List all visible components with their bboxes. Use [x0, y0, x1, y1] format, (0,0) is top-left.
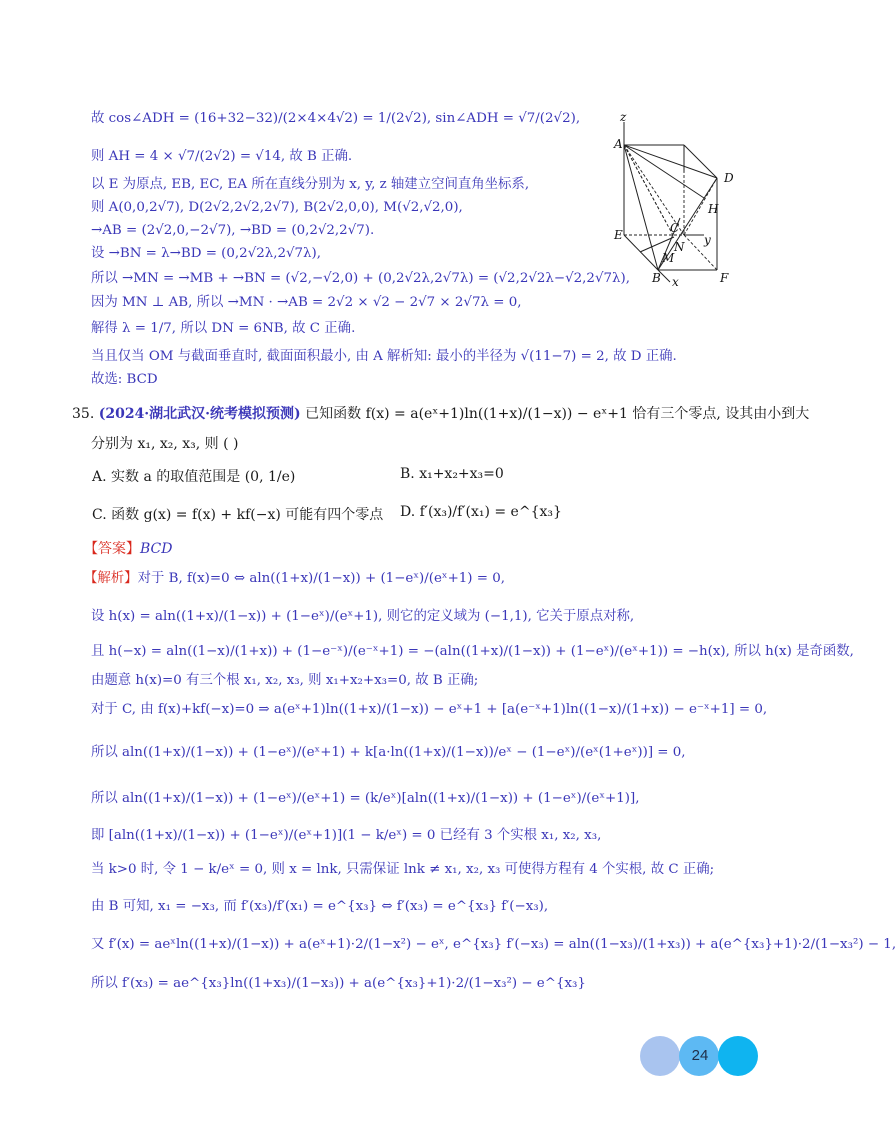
question-stem-line2: 分别为 x₁, x₂, x₃, 则 ( ) — [91, 436, 239, 452]
solution-line-points: 则 A(0,0,2√7), D(2√2,2√2,2√7), B(2√2,0,0), M(√2,√2,0), — [91, 200, 463, 215]
label-f: F — [720, 271, 729, 285]
analysis-line-5: 所以 aln((1+x)/(1−x)) + (1−eˣ)/(eˣ+1) + k[a·ln((1+x)/(1−x))/eˣ − (1−eˣ)/(eˣ(1+eˣ))] = 0, — [91, 745, 686, 760]
solution-line-vectors: →AB = (2√2,0,−2√7), →BD = (0,2√2,2√7). — [91, 223, 375, 238]
solution-line-ah: 则 AH = 4 × √7/(2√2) = √14, 故 B 正确. — [91, 149, 353, 164]
question-stem-line1 — [72, 405, 809, 423]
label-x: x — [672, 275, 679, 289]
label-e: E — [614, 228, 623, 242]
label-n: N — [674, 240, 685, 254]
option-d: D. f′(x₃)/f′(x₁) = e^{x₃} — [400, 504, 562, 520]
solution-line-perpendicular: 因为 MN ⊥ AB, 所以 →MN · →AB = 2√2 × √2 − 2√7 × 2√7λ = 0, — [91, 295, 522, 310]
analysis-first-line — [84, 570, 505, 588]
edge-ad — [624, 145, 717, 178]
analysis-line-9: 由 B 可知, x₁ = −x₃, 而 f′(x₃)/f′(x₁) = e^{x₃} ⇔ f′(x₃) = e^{x₃} f′(−x₃), — [91, 899, 549, 914]
solution-line-mn: 所以 →MN = →MB + →BN = (√2,−√2,0) + (0,2√2λ,2√7λ) = (√2,2√2λ−√2,2√7λ), — [91, 271, 630, 286]
page-number-badge — [640, 1036, 758, 1076]
solution-line-cos: 故 cos∠ADH = (16+32−32)/(2×4×4√2) = 1/(2√2), sin∠ADH = √7/(2√2), — [91, 111, 581, 126]
question-source: (2024·湖北武汉·统考模拟预测) — [98, 406, 301, 422]
question-number: 35. — [72, 406, 95, 422]
solution-line-choice: 故选: BCD — [91, 372, 158, 387]
analysis-first-text: 对于 B, f(x)=0 ⇔ aln((1+x)/(1−x)) + (1−eˣ)/(eˣ+1) = 0, — [137, 571, 506, 586]
analysis-label: 【解析】 — [84, 571, 138, 586]
badge-bubble-left — [640, 1036, 680, 1076]
solution-line-bn: 设 →BN = λ→BD = (0,2√2λ,2√7λ), — [91, 246, 322, 261]
prism-diagram — [612, 112, 744, 292]
analysis-line-11: 所以 f′(x₃) = ae^{x₃}ln((1+x₃)/(1−x₃)) + a(e^{x₃}+1)·2/(1−x₃²) − e^{x₃} — [91, 976, 586, 991]
option-a: A. 实数 a 的取值范围是 (0, 1/e) — [92, 469, 296, 485]
label-b: B — [652, 271, 661, 285]
analysis-line-8: 当 k>0 时, 令 1 − k/eˣ = 0, 则 x = lnk, 只需保证 lnk ≠ x₁, x₂, x₃ 可使得方程有 4 个实根, 故 C 正确; — [91, 862, 715, 877]
solution-line-coordinate-system: 以 E 为原点, EB, EC, EA 所在直线分别为 x, y, z 轴建立空间直角坐标系, — [91, 177, 530, 192]
page-number: 24 — [691, 1047, 709, 1064]
label-c: C — [670, 221, 680, 235]
analysis-line-7: 即 [aln((1+x)/(1−x)) + (1−eˣ)/(eˣ+1)](1 − k/eˣ) = 0 已经有 3 个实根 x₁, x₂, x₃, — [91, 828, 602, 843]
analysis-line-10: 又 f′(x) = aeˣln((1+x)/(1−x)) + a(eˣ+1)·2/(1−x²) − eˣ, e^{x₃} f′(−x₃) = aln((1−x₃)/(1+x₃)) + a(e^{x₃}+1)·2/(1−x₃²) − 1, — [91, 937, 896, 952]
answer-value: BCD — [140, 541, 173, 557]
answer-label: 【答案】 — [84, 541, 140, 557]
analysis-line-6: 所以 aln((1+x)/(1−x)) + (1−eˣ)/(eˣ+1) = (k/eˣ)[aln((1+x)/(1−x)) + (1−eˣ)/(eˣ+1)], — [91, 791, 640, 806]
solution-line-lambda: 解得 λ = 1/7, 所以 DN = 6NB, 故 C 正确. — [91, 321, 356, 336]
option-b: B. x₁+x₂+x₃=0 — [400, 466, 504, 482]
label-d: D — [724, 171, 734, 185]
question-stem-text: 已知函数 f(x) = a(eˣ+1)ln((1+x)/(1−x)) − eˣ+1 恰有三个零点, 设其由小到大 — [305, 406, 810, 422]
answer-line — [84, 540, 172, 558]
option-c: C. 函数 g(x) = f(x) + kf(−x) 可能有四个零点 — [92, 507, 384, 523]
solution-line-min-section: 当且仅当 OM 与截面垂直时, 截面面积最小, 由 A 解析知: 最小的半径为 √(11−7) = 2, 故 D 正确. — [91, 349, 677, 364]
label-h: H — [708, 202, 719, 216]
analysis-line-4: 对于 C, 由 f(x)+kf(−x)=0 ⇒ a(eˣ+1)ln((1+x)/(1−x)) − eˣ+1 + [a(e⁻ˣ+1)ln((1−x)/(1+x)) − e⁻ˣ+1] = 0, — [91, 702, 768, 717]
edge-a-mid-hidden — [624, 145, 666, 222]
label-z: z — [620, 110, 627, 124]
badge-bubble-right — [718, 1036, 758, 1076]
label-m: M — [662, 251, 675, 265]
analysis-line-2: 且 h(−x) = aln((1−x)/(1+x)) + (1−e⁻ˣ)/(e⁻ˣ+1) = −(aln((1+x)/(1−x)) + (1−eˣ)/(eˣ+1)) = −h(x), 所以 h(x) 是奇函数, — [91, 644, 854, 659]
analysis-line-1: 设 h(x) = aln((1+x)/(1−x)) + (1−eˣ)/(eˣ+1), 则它的定义域为 (−1,1), 它关于原点对称, — [91, 609, 635, 624]
edge-top-right — [684, 145, 717, 178]
edge-cf-hidden — [684, 235, 717, 270]
prism-figure — [612, 112, 744, 292]
label-a: A — [614, 137, 623, 151]
label-y: y — [704, 233, 711, 247]
analysis-line-3: 由题意 h(x)=0 有三个根 x₁, x₂, x₃, 则 x₁+x₂+x₃=0, 故 B 正确; — [91, 673, 479, 688]
